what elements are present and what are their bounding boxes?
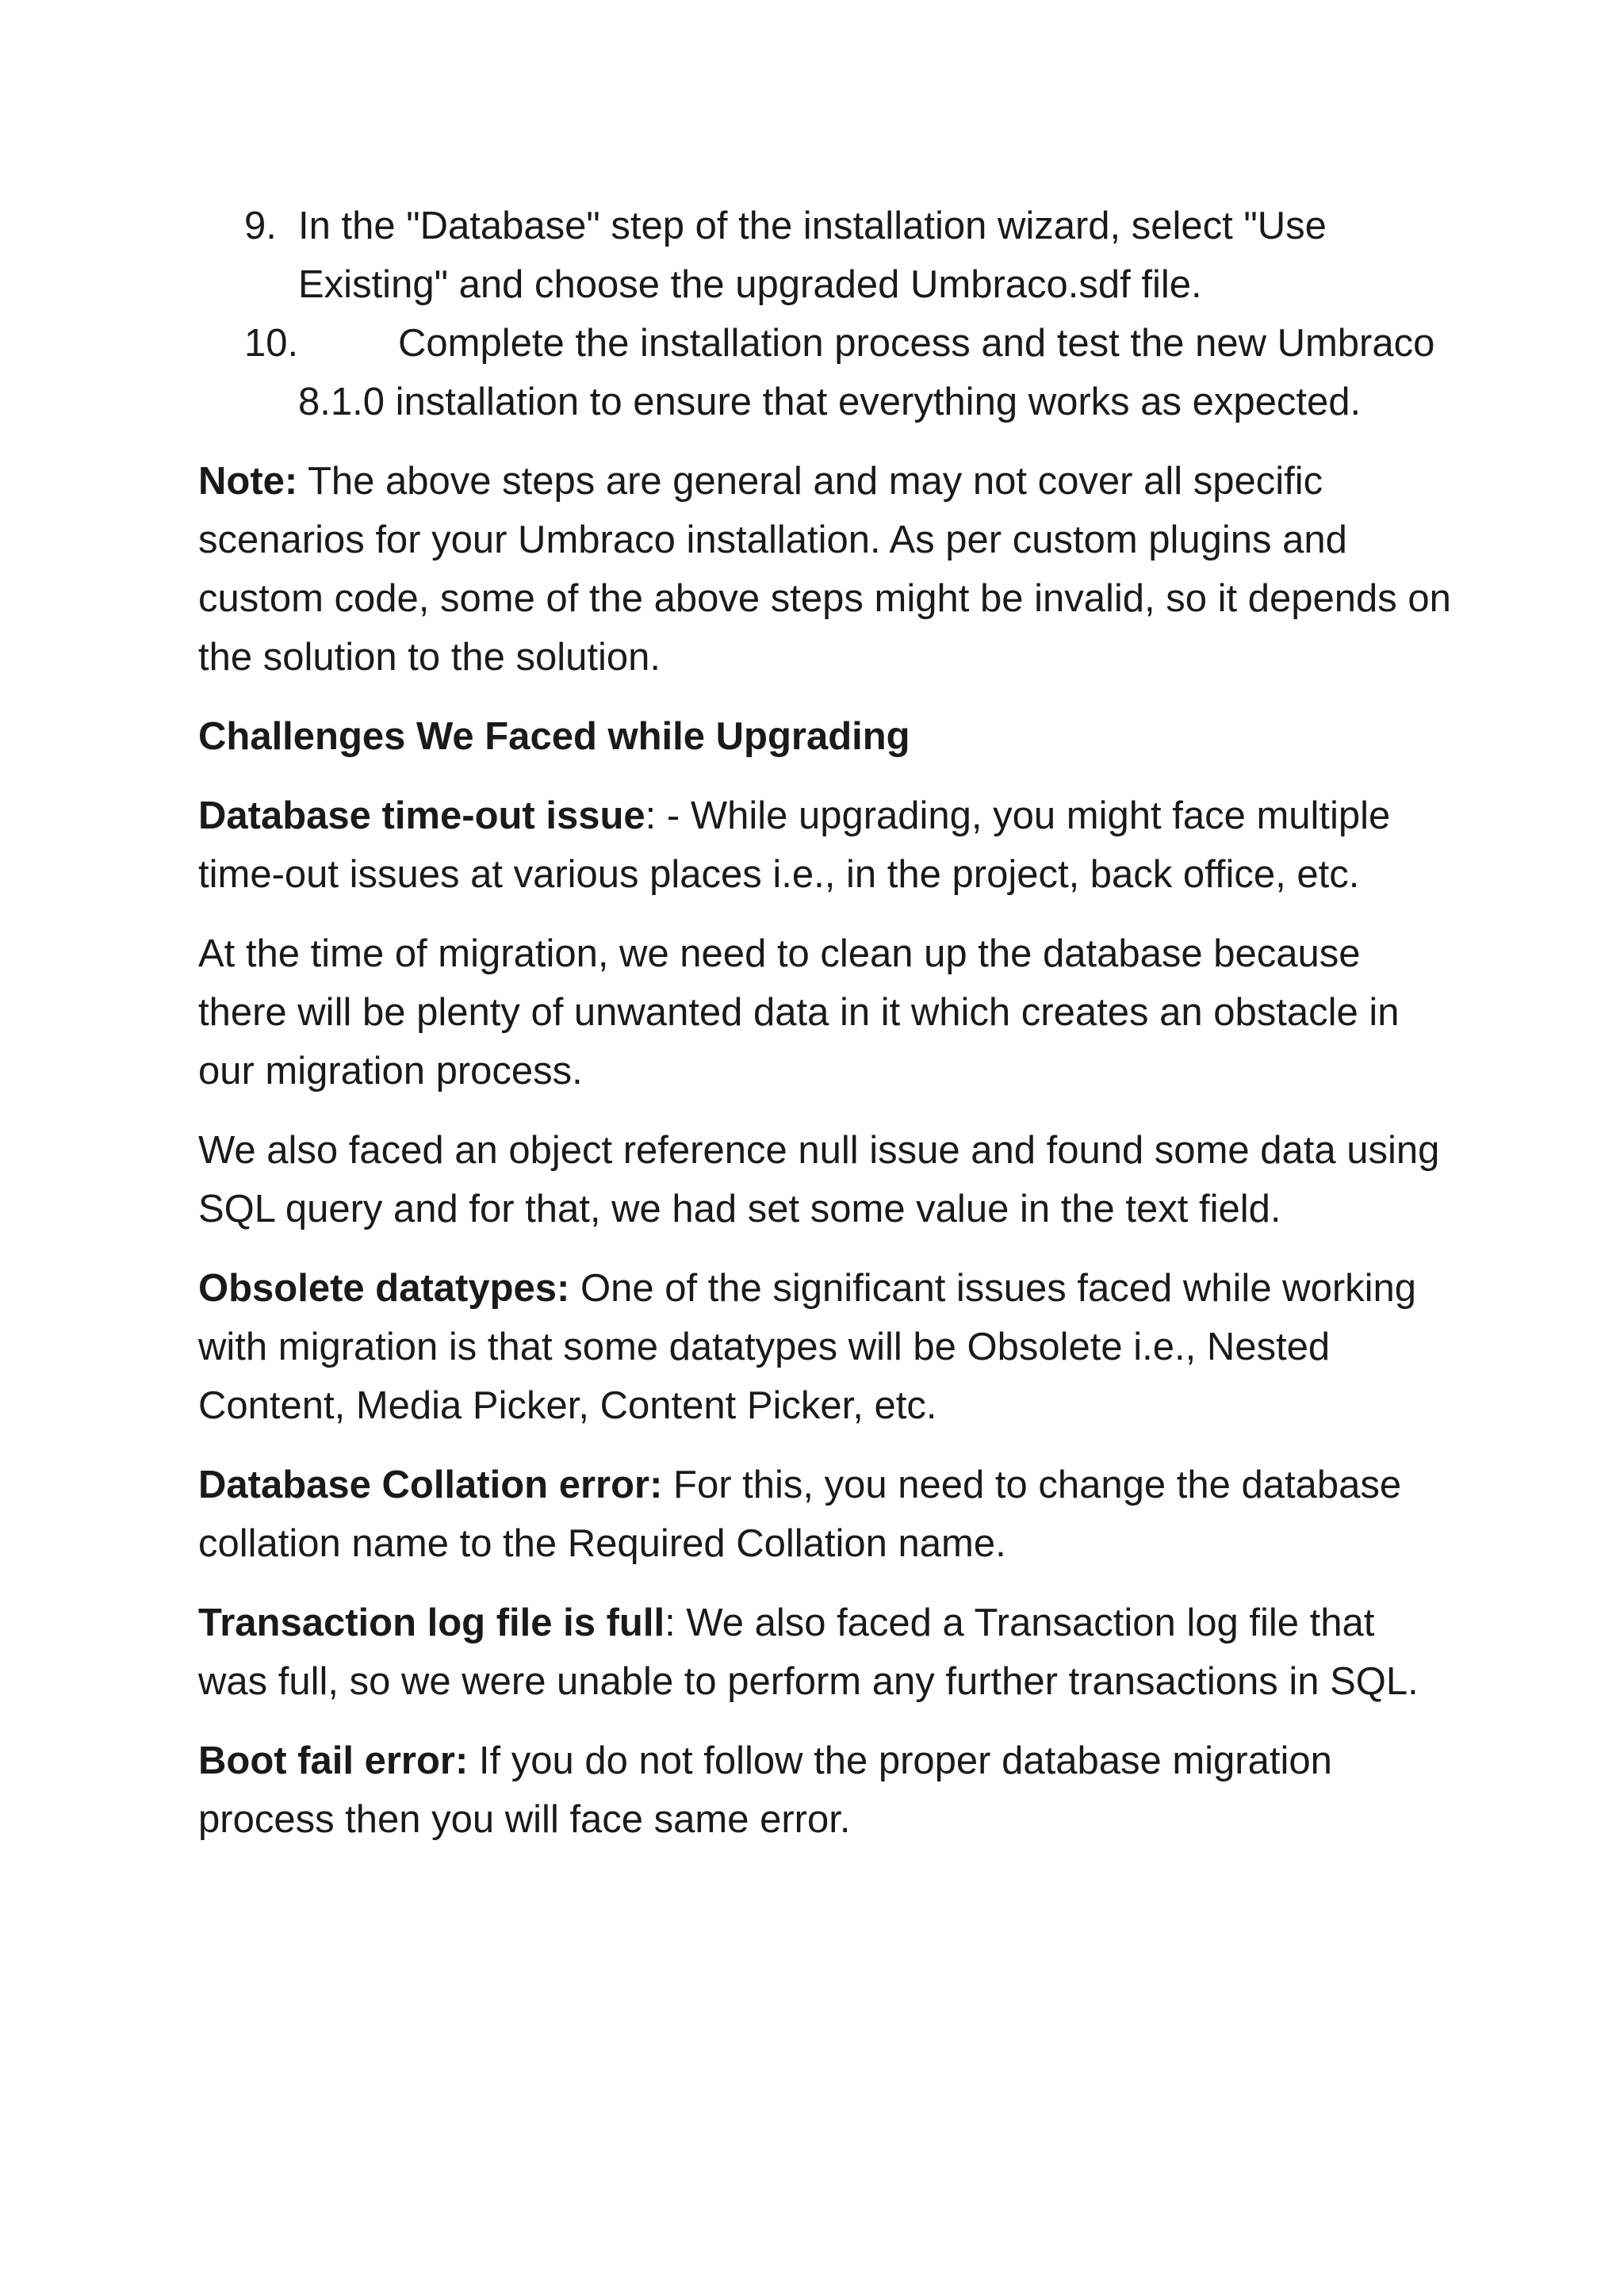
note-paragraph — [198, 452, 1451, 687]
boot-label: Boot fail error: — [198, 1739, 469, 1782]
list-item-10 — [198, 314, 1451, 431]
boot-text: If you do not follow the proper database migration process then you will face same error. — [198, 1739, 1332, 1841]
collation-label: Database Collation error: — [198, 1464, 663, 1506]
list-number: 9. — [244, 205, 277, 247]
list-number: 10. — [244, 322, 299, 365]
note-label: Note: — [198, 460, 298, 503]
collation-text: For this, you need to change the database collation name to the Required Collation name. — [198, 1464, 1402, 1565]
transaction-paragraph — [198, 1594, 1451, 1711]
list-item-text: In the "Database" step of the installation wizard, select "Use Existing" and choose the upgraded Umbraco.sdf file. — [298, 205, 1327, 306]
null-issue-paragraph: We also faced an object reference null issue and found some data using SQL query and for that, we had set some value in the text field. — [198, 1129, 1440, 1230]
migration-paragraph: At the time of migration, we need to clean up the database because there will be plenty of unwanted data in it which creates an obstacle in our migration process. — [198, 932, 1400, 1093]
numbered-list — [198, 197, 1451, 431]
collation-paragraph — [198, 1456, 1451, 1573]
section-heading: Challenges We Faced while Upgrading — [198, 715, 910, 758]
obsolete-label: Obsolete datatypes: — [198, 1267, 570, 1310]
document-page — [198, 197, 1451, 1849]
boot-paragraph — [198, 1732, 1451, 1849]
obsolete-paragraph — [198, 1259, 1451, 1435]
list-item-text: Complete the installation process and test the new Umbraco 8.1.0 installation to ensure that everything works as expected. — [298, 322, 1435, 423]
note-text: The above steps are general and may not cover all specific scenarios for your Umbraco installation. As per custom plugins and custom code, some of the above steps might be invalid, so it depends on the solution to the solution. — [198, 460, 1451, 679]
timeout-text: : - While upgrading, you might face multiple time-out issues at various places i.e., in the project, back office, etc. — [198, 794, 1391, 896]
obsolete-text: One of the significant issues faced while working with migration is that some datatypes will be Obsolete i.e., Nested Content, Media Picker, Content Picker, etc. — [198, 1267, 1417, 1427]
timeout-paragraph — [198, 786, 1451, 904]
transaction-label: Transaction log file is full — [198, 1601, 665, 1644]
transaction-text: : We also faced a Transaction log file that was full, so we were unable to perform any further transactions in SQL. — [198, 1601, 1419, 1703]
list-item-9 — [198, 197, 1451, 314]
timeout-label: Database time-out issue — [198, 794, 645, 837]
